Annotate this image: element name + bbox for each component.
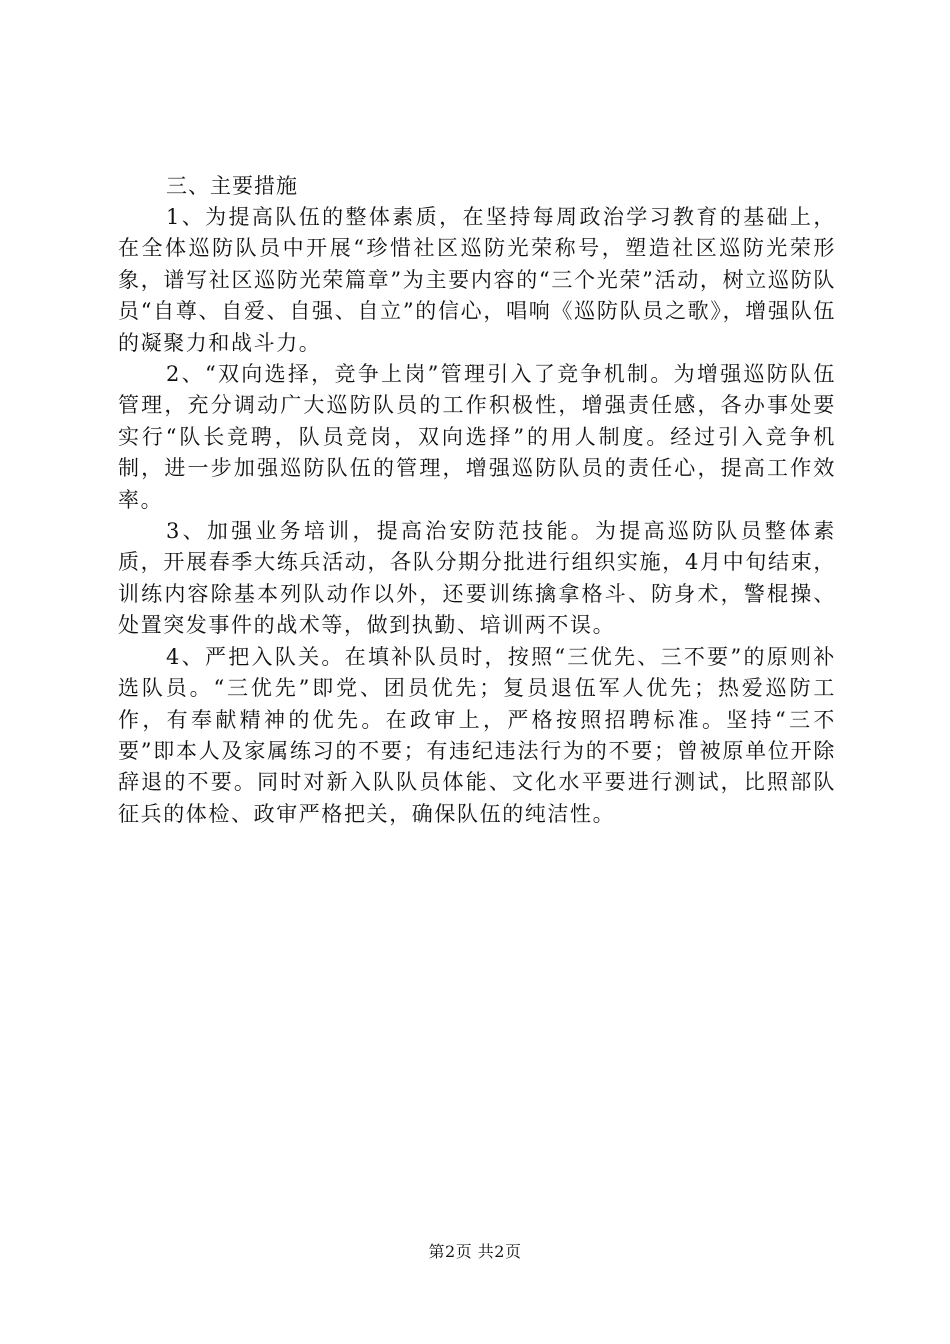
document-body bbox=[118, 171, 836, 830]
section-heading: 三、主要措施 bbox=[166, 174, 298, 198]
paragraph-1: 1、为提高队伍的整体素质，在坚持每周政治学习教育的基础上，在全体巡防队员中开展“珍惜社区巡防光荣称号，塑造社区巡防光荣形象，谱写社区巡防光荣篇章”为主要内容的“三个光荣”活动，树立巡防队员“自尊、自爱、自强、自立”的信心，唱响《巡防队员之歌》，增强队伍的凝聚力和战斗力。 bbox=[118, 205, 836, 355]
page-footer: 第2页 共2页 bbox=[428, 1242, 522, 1261]
paragraph-4: 4、严把入队关。在填补队员时，按照“三优先、三不要”的原则补选队员。“三优先”即党、团员优先；复员退伍军人优先；热爱巡防工作，有奉献精神的优先。在政审上，严格按照招聘标准。坚持“三不要”即本人及家属练习的不要；有违纪违法行为的不要；曾被原单位开除辞退的不要。同时对新入队队员体能、文化水平要进行测试，比照部队征兵的体检、政审严格把关，确保队伍的纯洁性。 bbox=[118, 644, 836, 826]
paragraph-2: 2、“双向选择，竞争上岗”管理引入了竞争机制。为增强巡防队伍管理，充分调动广大巡防队员的工作积极性，增强责任感，各办事处要实行“队长竞聘，队员竞岗，双向选择”的用人制度。经过引入竞争机制，进一步加强巡防队伍的管理，增强巡防队员的责任心，提高工作效率。 bbox=[118, 362, 836, 512]
paragraph-3: 3、加强业务培训，提高治安防范技能。为提高巡防队员整体素质，开展春季大练兵活动，各队分期分批进行组织实施，4月中旬结束，训练内容除基本列队动作以外，还要训练擒拿格斗、防身术，警棍操、处置突发事件的战术等，做到执勤、培训两不误。 bbox=[118, 519, 836, 638]
